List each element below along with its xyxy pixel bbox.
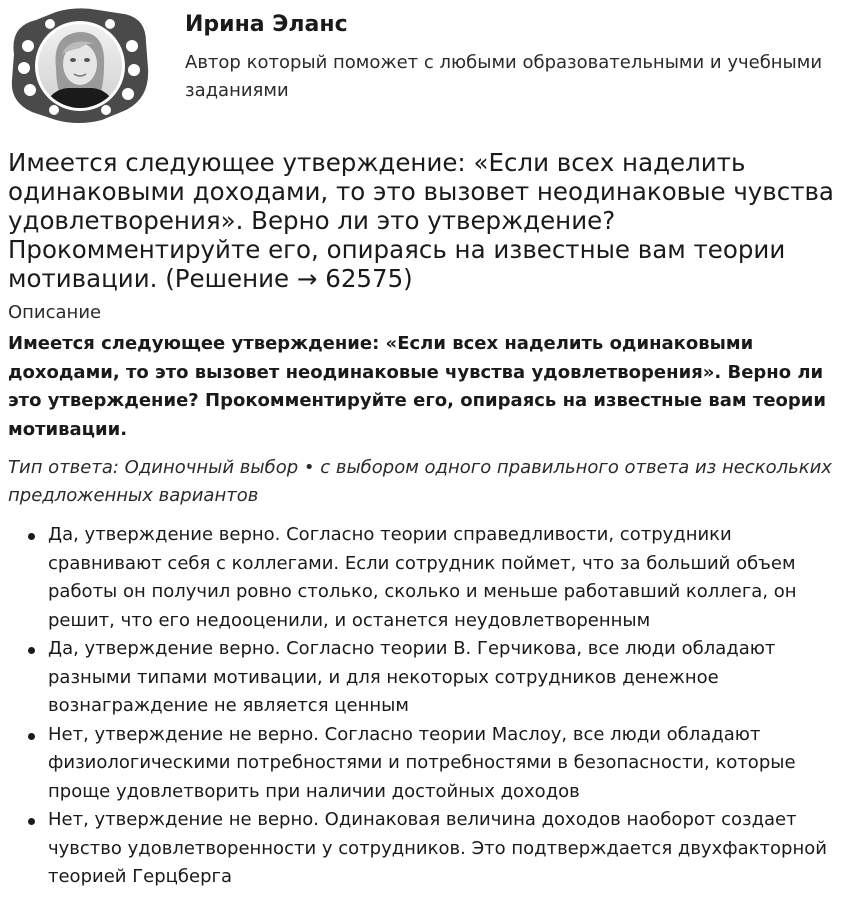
- bullet-icon: [28, 533, 35, 540]
- description-label: Описание: [8, 302, 102, 323]
- answer-type: Тип ответа: Одиночный выбор • с выбором одного правильного ответа из нескольких предложенных вариантов: [8, 457, 832, 506]
- author-description: Автор который поможет с любыми образовательными и учебными заданиями: [185, 52, 823, 101]
- question-title: Имеется следующее утверждение: «Если всех наделить одинаковыми доходами, то это вызовет неодинаковые чувства удовлетворения». Верно ли это утверждение? Прокомментируйте его, опираясь на известные вам теории мотивации. (Решение → 62575): [8, 148, 834, 293]
- description-text: Имеется следующее утверждение: «Если всех наделить одинаковыми доходами, то это вызовет неодинаковые чувства удовлетворения». Верно ли это утверждение? Прокомментируйте его, опираясь на известные вам теории мотивации.: [8, 333, 827, 440]
- answer-option-text: Да, утверждение верно. Согласно теории справедливости, сотрудники сравнивают себя с коллегами. Если сотрудник поймет, что за больший объем работы он получил ровно столько, сколько и меньше работавший коллега, он решит, что его недооценили, и останется неудовлетворенным: [48, 524, 797, 631]
- answer-option: [0, 521, 847, 635]
- answer-option-text: Нет, утверждение не верно. Одинаковая величина доходов наоборот создает чувство удовлетворенности у сотрудников. Это подтверждается двухфакторной теорией Герцберга: [48, 809, 827, 887]
- bullet-icon: [28, 733, 35, 740]
- author-name[interactable]: Ирина Эланс: [185, 12, 348, 37]
- bullet-icon: [28, 818, 35, 825]
- author-photo-icon: [6, 6, 152, 126]
- bullet-icon: [28, 647, 35, 654]
- avatar[interactable]: [6, 6, 152, 126]
- answer-option: [0, 806, 847, 892]
- author-block: [0, 0, 847, 130]
- answer-options-list: [0, 521, 847, 892]
- answer-option: [0, 635, 847, 721]
- answer-option: [0, 721, 847, 807]
- answer-option-text: Да, утверждение верно. Согласно теории В. Герчикова, все люди обладают разными типами мотивации, и для некоторых сотрудников денежное вознаграждение не является ценным: [48, 638, 776, 716]
- answer-option-text: Нет, утверждение не верно. Согласно теории Маслоу, все люди обладают физиологическими потребностями и потребностями в безопасности, которые проще удовлетворить при наличии достойных доходов: [48, 723, 796, 802]
